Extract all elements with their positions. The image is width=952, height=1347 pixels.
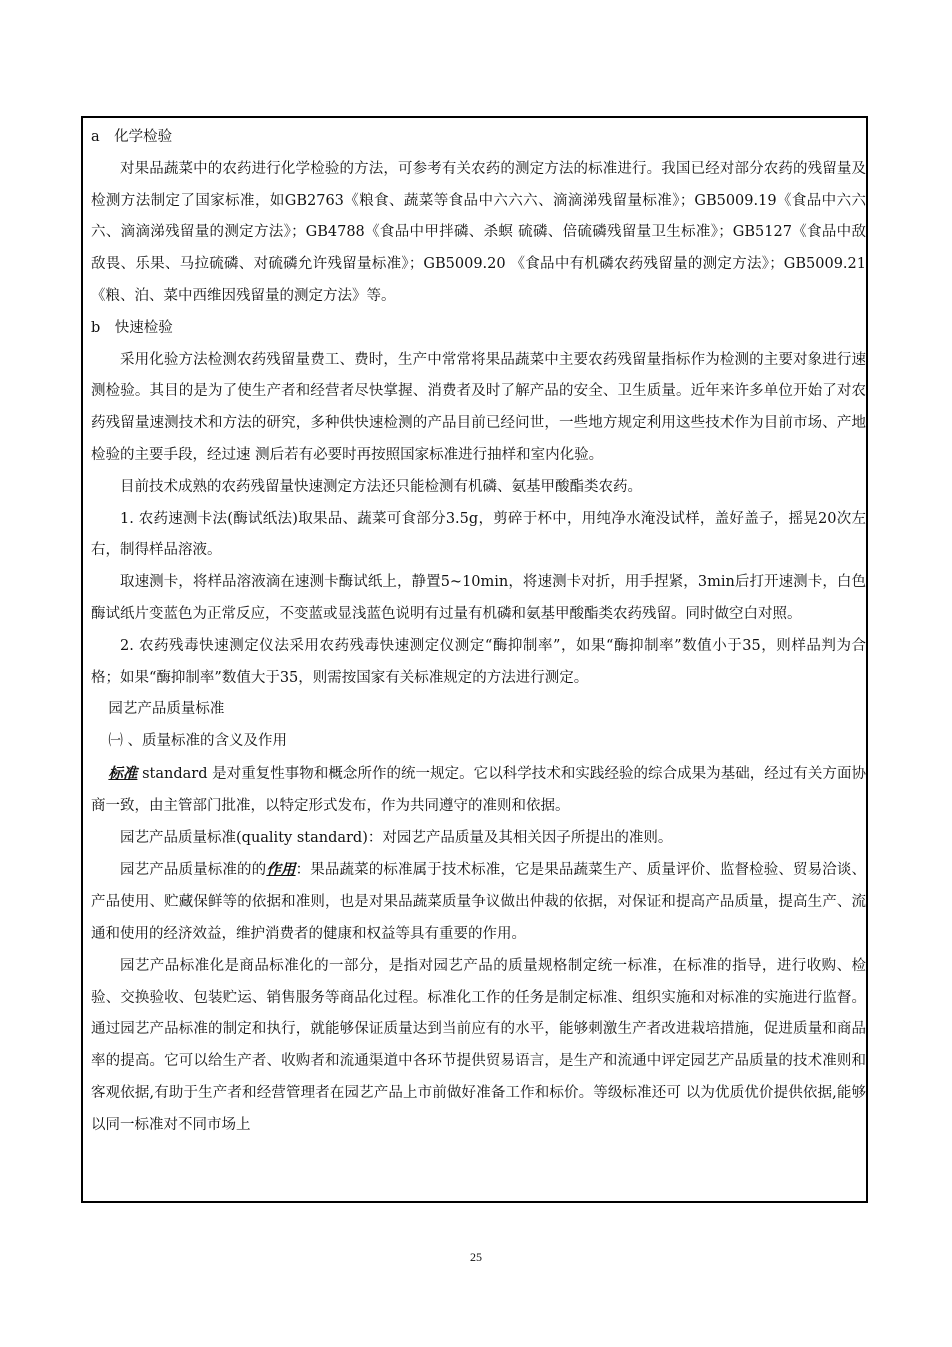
paragraph-test-card-method: 1. 农药速测卡法(酶试纸法)取果品、蔬菜可食部分3.5g，剪碎于杯中，用纯净水淹没试样，盖好盖子，摇晃20次左右，制得样品溶液。 [91,510,866,559]
paragraph-standard-definition [91,758,866,823]
paragraph-quality-standard-definition: 园艺产品质量标准(quality standard)：对园艺产品质量及其相关因子所提出的准则。 [120,829,673,846]
subheading-quality-meaning: ㈠ 、质量标准的含义及作用 [108,733,287,750]
paragraph-chemical-test: 对果品蔬菜中的农药进行化学检验的方法，可参考有关农药的测定方法的标准进行。我国已经对部分农药的残留量及检测方法制定了国家标准，如GB2763《粮食、蔬菜等食品中六六六、滴滴涕残留量标准》；GB5009.19《食品中六六六、滴滴涕残留量的测定方法》；GB4788《食品中甲拌磷、杀螟 硫磷、倍硫磷残留量卫生标准》；GB5127《食品中敌敌畏、乐果、马拉硫磷、对硫磷允许残留量标准》；GB5009.20 《食品中有机磷农药残留量的测定方法》；GB5009.21 《粮、泊、菜中西维因残留量的测定方法》等。 [91,160,866,304]
standard-definition-text: standard 是对重复性事物和概念所作的统一规定。它以科学技术和实践经验的综合成果为基础，经过有关方面协商一致，由主管部门批准，以特定形式发布，作为共同遵守的准则和依据。 [91,765,866,814]
paragraph-quality-standard-role [91,854,866,950]
paragraph-standardization: 园艺产品标准化是商品标准化的一部分，是指对园艺产品的质量规格制定统一标准，在标准的指导，进行收购、检验、交换验收、包装贮运、销售服务等商品化过程。标准化工作的任务是制定标准、组织实施和对标准的实施进行监督。通过园艺产品标准的制定和执行，就能够保证质量达到当前应有的水平，能够刺激生产者改进栽培措施，促进质量和商品率的提高。它可以给生产者、收购者和流通渠道中各环节提供贸易语言，是生产和流通中评定园艺产品质量的技术准则和客观依据,有助于生产者和经营管理者在园艺产品上市前做好准备工作和标价。等级标准还可 以为优质优价提供依据,能够以同一标准对不同市场上 [91,957,866,1133]
paragraph-instrument-method: 2. 农药残毒快速测定仪法采用农药残毒快速测定仪测定“酶抑制率”，如果“酶抑制率”数值小于35，则样品判为合格；如果“酶抑制率”数值大于35，则需按国家有关标准规定的方法进行测定。 [91,637,866,686]
heading-rapid-test: b 快速检验 [91,319,173,336]
role-prefix: 园艺产品质量标准的的 [120,862,267,879]
content-frame [81,116,868,1203]
paragraph-test-card-steps: 取速测卡，将样品溶液滴在速测卡酶试纸上，静置5~10min，将速测卡对折，用手捏紧，3min后打开速测卡，白色酶试纸片变蓝色为正常反应，不变蓝或显浅蓝色说明有过量有机磷和氨基甲酸酯类农药残留。同时做空白对照。 [91,574,866,622]
page-number: 25 [470,1250,482,1264]
paragraph-rapid-test-scope: 目前技术成熟的农药残留量快速测定方法还只能检测有机磷、氨基甲酸酯类农药。 [120,478,642,495]
term-standard: 标准 [108,764,138,782]
heading-chemical-test: a 化学检验 [91,129,173,145]
paragraph-rapid-test-intro: 采用化验方法检测农药残留量费工、费时，生产中常常将果品蔬菜中主要农药残留量指标作为检测的主要对象进行速测检验。其目的是为了使生产者和经营者尽快掌握、消费者及时了解产品的安全、卫生质量。近年来许多单位开始了对农药残留量速测技术和方法的研究，多种供快速检测的产品目前已经问世，一些地方规定利用这些技术作为目前市场、产地检验的主要手段，经过速 测后若有必要时再按照国家标准进行抽样和室内化验。 [91,351,866,463]
term-role: 作用 [266,861,296,879]
role-text: ：果品蔬菜的标准属于技术标准，它是果品蔬菜生产、质量评价、监督检验、贸易洽谈、产品使用、贮藏保鲜等的依据和准则，也是对果品蔬菜质量争议做出仲裁的依据，对保证和提高产品质量，提高生产、流通和使用的经济效益，维护消费者的健康和权益等具有重要的作用。 [91,862,867,942]
heading-quality-standard: 园艺产品质量标准 [108,701,225,718]
document-body [91,122,866,1142]
